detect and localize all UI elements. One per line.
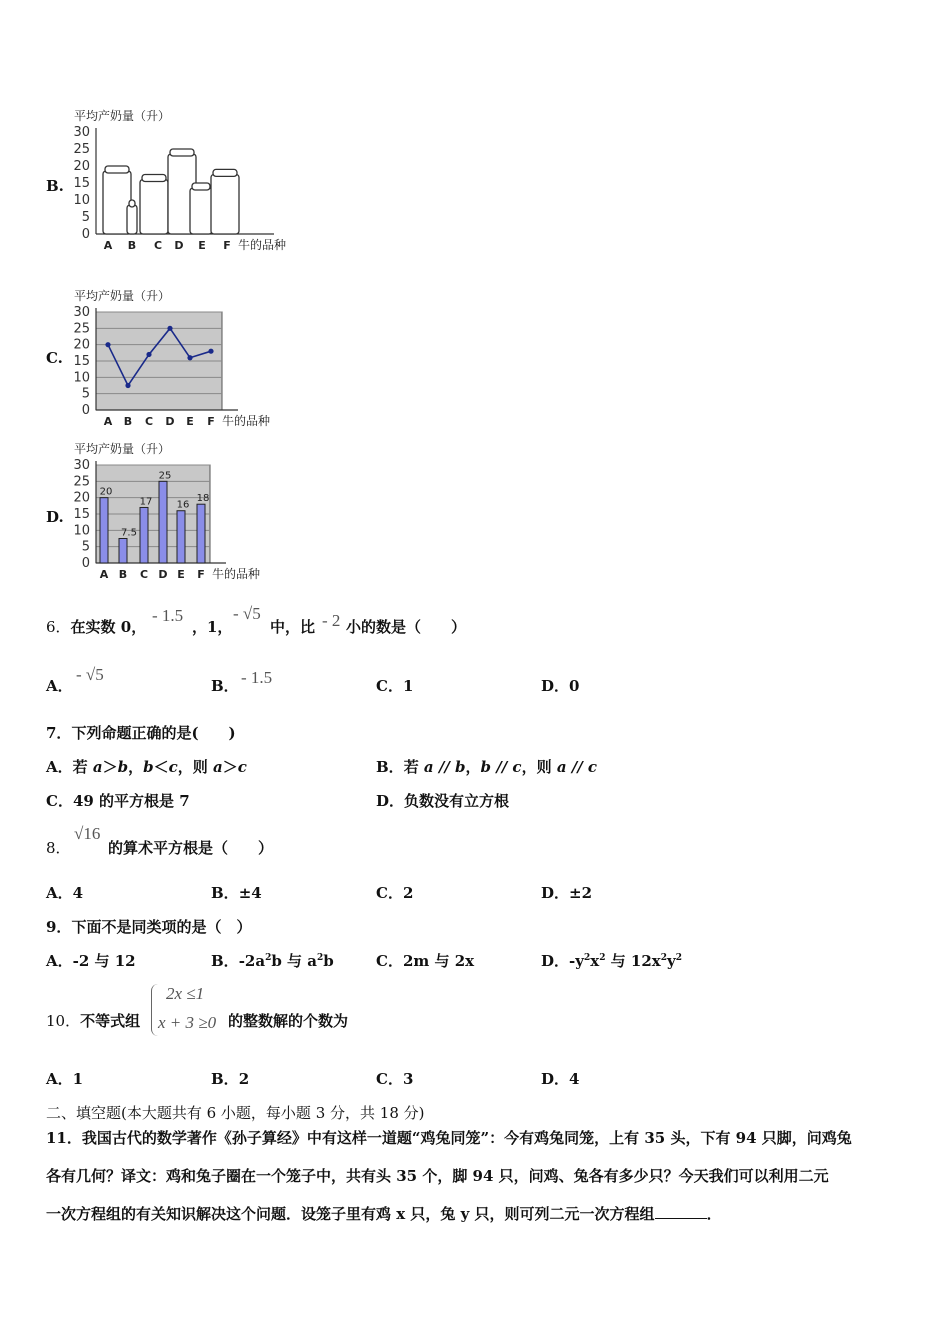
y-tick-label: 10: [73, 370, 90, 386]
x-tick-label: A: [103, 239, 113, 252]
x-tick-label: B: [118, 568, 128, 581]
section-2-heading: 二、填空题(本大题共有 6 小题，每小题 3 分，共 18 分): [46, 1104, 425, 1122]
q6-option-d[interactable]: D．0: [541, 677, 580, 695]
bar-data-label: 20: [99, 486, 113, 498]
x-tick-label: E: [198, 239, 206, 252]
pictogram-jar-lid: [170, 149, 194, 156]
bar: [177, 511, 185, 563]
x-tick-label: A: [103, 415, 113, 428]
q6-option-b[interactable]: B．: [211, 677, 239, 695]
y-tick-label: 5: [81, 539, 90, 555]
q11-line-1: 11．我国古代的数学著作《孙子算经》中有这样一道题“鸡兔同笼”：今有鸡兔同笼，上有 35 头，下有 94 只脚，问鸡兔: [46, 1129, 852, 1147]
x-axis-label: 牛的品种: [238, 238, 287, 252]
x-tick-label: C: [153, 239, 163, 252]
question-8: [46, 837, 71, 858]
pictogram-jar-lid: [105, 166, 129, 173]
y-tick-label: 10: [73, 193, 90, 208]
q10-brace: [151, 984, 158, 1036]
y-tick-label: 15: [73, 176, 90, 191]
q10-option-b[interactable]: B．2: [211, 1070, 250, 1088]
data-point: [187, 355, 192, 360]
y-tick-label: 20: [73, 337, 90, 353]
q9-option-d[interactable]: D．$-y^2x^2$ 与 $12x^2y^2$: [541, 952, 682, 970]
q8-number: 8．: [46, 839, 71, 857]
q9-option-b[interactable]: B．$-2a^2b$ 与 $a^2b$: [211, 952, 334, 970]
q8-option-c[interactable]: C．2: [376, 884, 414, 902]
q10-text1: 不等式组: [80, 1012, 141, 1030]
bar-data-label: 18: [196, 493, 210, 505]
q11-answer-blank[interactable]: [655, 1206, 707, 1219]
q9-option-a[interactable]: A．-2 与 12: [46, 952, 136, 970]
y-tick-label: 30: [73, 458, 90, 473]
chart-c: [70, 282, 300, 430]
pictogram-jar: [190, 188, 212, 234]
q7-option-b[interactable]: B．若 a // b，b // c，则 a // c: [376, 758, 598, 776]
q11-line-2: 各有几何？译文：鸡和兔子圈在一个笼子中，共有头 35 个，脚 94 只，问鸡、兔各有多少只？今天我们可以利用二元: [46, 1167, 829, 1185]
chart-b: [70, 96, 310, 256]
x-tick-label: C: [144, 415, 154, 428]
bar-data-label: 7.5: [121, 527, 137, 539]
pictogram-jar-lid: [129, 200, 135, 207]
q10-option-d[interactable]: D．4: [541, 1070, 580, 1088]
q6-option-c[interactable]: C．1: [376, 677, 414, 695]
bar: [119, 539, 127, 564]
q6-text1: 在实数 0，: [70, 618, 147, 636]
y-tick-label: 30: [73, 305, 90, 320]
q7-option-a[interactable]: A．若 a＞b，b＜c，则 a＞c: [46, 758, 247, 776]
y-tick-label: 10: [73, 523, 90, 539]
chart-d: [70, 437, 290, 581]
pictogram-jar-lid: [213, 169, 237, 176]
question-9: [46, 916, 251, 937]
question-7: [46, 722, 236, 743]
q6-number: 6．: [46, 618, 71, 636]
q7-option-c[interactable]: C．49 的平方根是 7: [46, 792, 190, 810]
pictogram-jar: [140, 180, 168, 235]
data-point: [125, 383, 130, 388]
q6-text4: 小的数是（ ）: [346, 618, 467, 636]
option-d-label: D.: [46, 508, 64, 526]
q6-text3: 中，比: [270, 618, 316, 636]
q6-math-3: - 2: [322, 611, 341, 630]
y-tick-label: 15: [73, 507, 90, 522]
chart-title: 平均产奶量（升）: [74, 442, 171, 456]
chart-title: 平均产奶量（升）: [74, 109, 171, 123]
y-tick-label: 5: [81, 386, 90, 402]
q10-number: 10．: [46, 1012, 81, 1030]
q6-option-b-math: - 1.5: [241, 668, 273, 687]
data-point: [208, 349, 213, 354]
bar: [100, 498, 108, 563]
q6-math-1: - 1.5: [152, 606, 184, 625]
q6-option-a[interactable]: A．: [46, 677, 73, 695]
q8-option-b[interactable]: B．±4: [211, 884, 262, 902]
x-tick-label: A: [99, 568, 109, 581]
pictogram-jar-lid: [142, 175, 166, 182]
y-tick-label: 0: [81, 227, 90, 242]
q9-text: 下面不是同类项的是（ ）: [71, 918, 252, 936]
pictogram-jar: [211, 174, 239, 234]
q10-option-a[interactable]: A．1: [46, 1070, 84, 1088]
y-tick-label: 25: [73, 142, 90, 157]
option-c-label: C.: [46, 349, 63, 367]
x-tick-label: D: [174, 239, 184, 252]
y-tick-label: 30: [73, 125, 90, 140]
bar: [159, 481, 167, 563]
question-10: [46, 1010, 140, 1031]
q8-option-a[interactable]: A．4: [46, 884, 84, 902]
y-tick-label: 0: [81, 556, 90, 571]
q8-option-d[interactable]: D．±2: [541, 884, 593, 902]
q6-math-2: - √5: [233, 604, 261, 623]
y-tick-label: 20: [73, 490, 90, 506]
q6-text2: ，1，: [192, 618, 233, 636]
bar-data-label: 16: [176, 499, 190, 511]
x-tick-label: C: [139, 568, 149, 581]
chart-title: 平均产奶量（升）: [74, 289, 171, 303]
data-point: [146, 352, 151, 357]
y-tick-label: 25: [73, 474, 90, 490]
y-tick-label: 20: [73, 159, 90, 174]
q10-ineq-2: x + 3 ≥0: [158, 1013, 217, 1032]
q7-option-d[interactable]: D．负数没有立方根: [376, 792, 510, 810]
q10-text2: 的整数解的个数为: [228, 1012, 349, 1030]
bar: [197, 504, 205, 563]
bar-data-label: 17: [139, 496, 153, 508]
x-tick-label: F: [223, 239, 231, 252]
x-tick-label: D: [158, 568, 168, 581]
y-tick-label: 15: [73, 354, 90, 369]
q8-text: 的算术平方根是（ ）: [108, 839, 274, 857]
x-tick-label: E: [186, 415, 194, 428]
data-point: [167, 326, 172, 331]
x-axis-label: 牛的品种: [212, 567, 261, 581]
x-tick-label: F: [197, 568, 205, 581]
q10-option-c[interactable]: C．3: [376, 1070, 414, 1088]
x-tick-label: B: [127, 239, 137, 252]
x-tick-label: E: [177, 568, 185, 581]
option-b-label: B.: [46, 177, 64, 195]
question-6: [46, 616, 146, 637]
y-tick-label: 0: [81, 403, 90, 418]
q9-number: 9．: [46, 918, 72, 936]
x-axis-label: 牛的品种: [222, 414, 271, 428]
q8-math: √16: [74, 824, 101, 843]
data-point: [105, 342, 110, 347]
pictogram-jar-lid: [192, 183, 210, 190]
q9-option-c[interactable]: C．2m 与 2x: [376, 952, 475, 970]
q10-ineq-1: 2x ≤1: [166, 984, 205, 1003]
bar: [140, 507, 148, 563]
pictogram-jar: [127, 205, 137, 234]
x-tick-label: F: [207, 415, 215, 428]
x-tick-label: B: [123, 415, 133, 428]
q6-option-a-math: - √5: [76, 665, 104, 684]
y-tick-label: 5: [81, 210, 90, 225]
q7-number: 7．: [46, 724, 72, 742]
x-tick-label: D: [165, 415, 175, 428]
q7-text: 下列命题正确的是( ): [71, 724, 236, 742]
q11-line-3: 一次方程组的有关知识解决这个问题．设笼子里有鸡 x 只，兔 y 只，则可列二元一次方程组 ．: [46, 1205, 722, 1223]
bar-data-label: 25: [158, 470, 172, 482]
y-tick-label: 25: [73, 321, 90, 337]
